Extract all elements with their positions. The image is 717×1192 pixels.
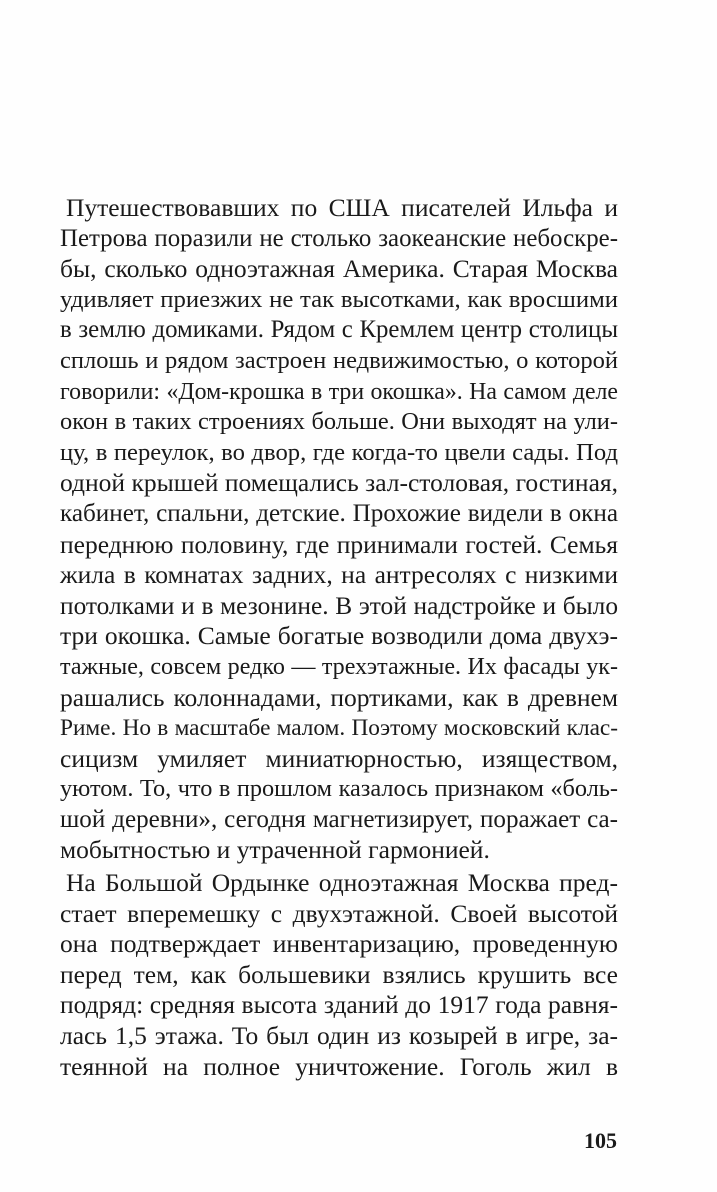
text-line: сплошь и рядом застроен недвижимостью, о которой <box>60 346 618 374</box>
text-line: она подтверждает инвентаризацию, проведенную <box>60 929 618 959</box>
body-text <box>60 193 618 1082</box>
text-line: удивляет приезжих не так высотками, как вросшими <box>60 285 618 313</box>
text-line: окон в таких строениях больше. Они выходят на ули- <box>60 408 618 436</box>
text-line: стает вперемешку с двухэтажной. Своей высотой <box>60 898 618 928</box>
text-line: Путешествовавших по США писателей Ильфа и <box>66 193 618 222</box>
text-line: лась 1,5 этажа. То был один из козырей в игре, за- <box>60 1021 618 1051</box>
text-line: Риме. Но в масштабе малом. Поэтому московский клас- <box>60 715 618 742</box>
text-line: говорили: «Дом-крошка в три окошка». На самом деле <box>60 378 618 405</box>
text-line: в землю домиками. Рядом с Кремлем центр столицы <box>60 316 618 344</box>
text-line: уютом. То, что в прошлом казалось признаком «боль- <box>60 775 618 803</box>
text-line: кабинет, спальни, детские. Прохожие видели в окна <box>60 499 618 527</box>
text-line: теянной на полное уничтожение. Гоголь жил в <box>60 1051 618 1081</box>
text-line: подряд: средняя высота зданий до 1917 года равня- <box>60 990 618 1020</box>
text-line: перед тем, как большевики взялись крушить все <box>60 959 618 989</box>
text-line: переднюю половину, где принимали гостей. Семья <box>60 529 618 559</box>
text-line: три окошка. Самые богатые возводили дома двухэ- <box>60 621 618 651</box>
text-line: рашались колоннадами, портиками, как в древнем <box>60 682 618 712</box>
text-line: сицизм умиляет миниатюрностью, изяществом, <box>60 743 618 773</box>
text-line: бы, сколько одноэтажная Америка. Старая Москва <box>60 254 618 284</box>
text-line: одной крышей помещались зал-столовая, гостиная, <box>60 468 618 498</box>
text-line: цу, в переулок, во двор, где когда-то цвели сады. Под <box>60 438 618 466</box>
page-number: 105 <box>584 1128 617 1153</box>
text-line: На Большой Ордынке одноэтажная Москва пред- <box>66 868 618 898</box>
text-line: мобытностью и утраченной гармонией. <box>60 835 490 865</box>
text-line: жила в комнатах задних, на антресолях с низкими <box>60 560 618 590</box>
text-line: шой деревни», сегодня магнетизирует, поражает са- <box>60 805 618 833</box>
text-line: тажные, совсем редко — трехэтажные. Их фасады ук- <box>60 653 618 680</box>
text-line: потолками и в мезонине. В этой надстройке и было <box>60 591 618 620</box>
text-line: Петрова поразили не столько заокеанские небоскре- <box>60 224 618 252</box>
